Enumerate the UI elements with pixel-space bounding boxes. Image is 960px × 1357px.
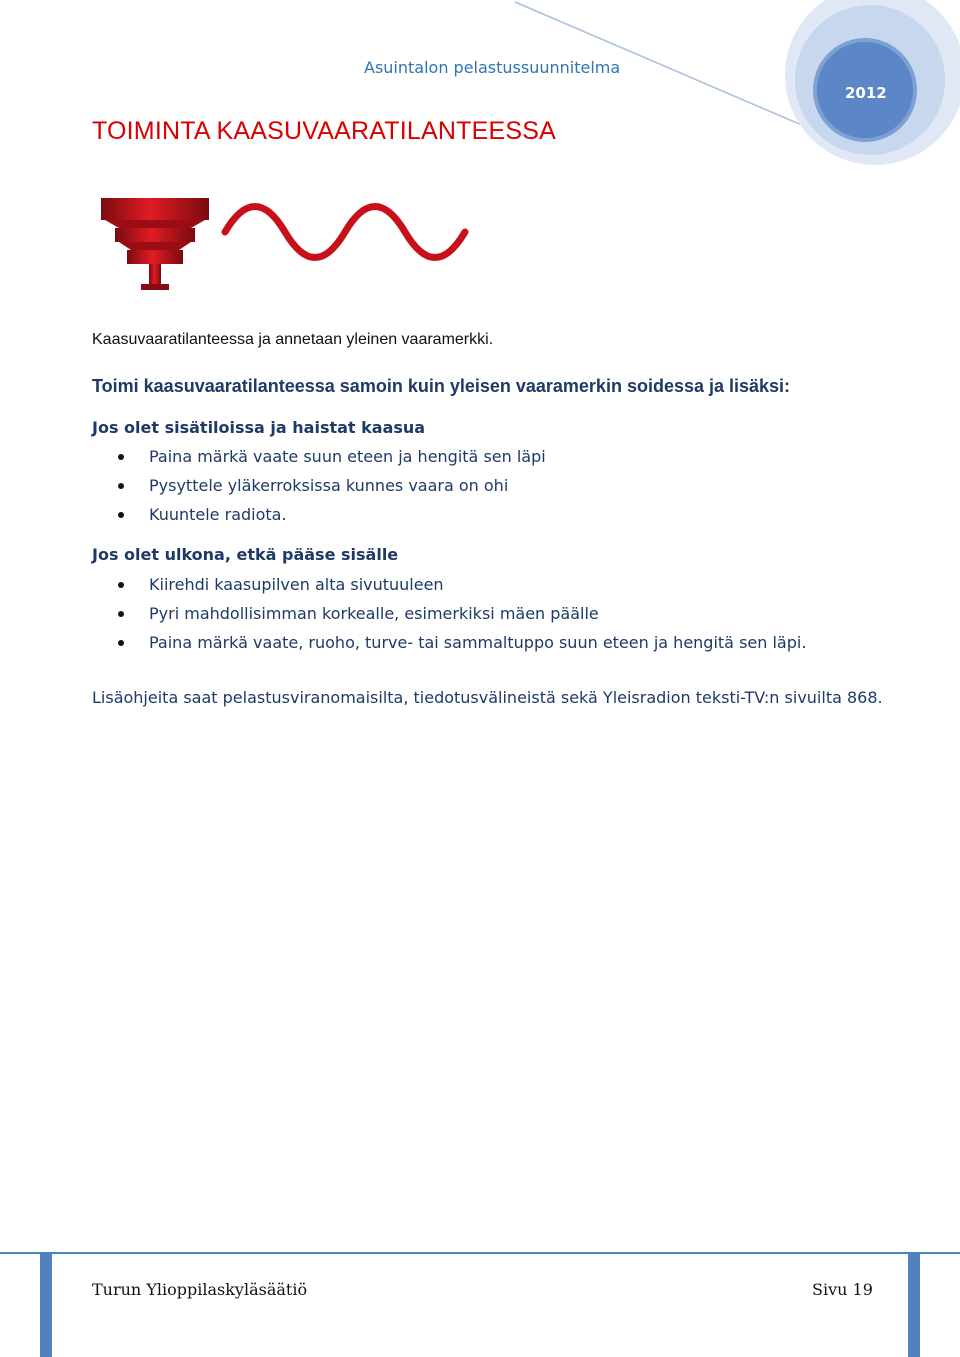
gas-warning-signal-icon [95,180,485,310]
outdoor-instructions-list [118,570,806,657]
year-badge: 2012 [845,84,887,102]
footer-frame [0,1245,960,1357]
indoor-section-title: Jos olet sisätiloissa ja haistat kaasua [92,418,426,437]
outdoor-section-title: Jos olet ulkona, etkä pääse sisälle [92,545,399,564]
page-number: Sivu 19 [812,1280,873,1299]
header-decoration [0,0,960,200]
list-item: Kuuntele radiota. [118,500,546,529]
list-item: Paina märkä vaate suun eteen ja hengitä sen läpi [118,442,546,471]
list-item: Pyri mahdollisimman korkealle, esimerkiksi mäen päälle [118,599,806,628]
bullet-icon [118,582,124,588]
instructions-heading: Toimi kaasuvaaratilanteessa samoin kuin yleisen vaaramerkin soidessa ja lisäksi: [92,376,791,396]
list-item: Kiirehdi kaasupilven alta sivutuuleen [118,570,806,599]
page-heading: TOIMINTA KAASUVAARATILANTEESSA [92,117,556,145]
indoor-instructions-list [118,442,546,529]
bullet-icon [118,512,124,518]
bullet-icon [118,640,124,646]
footer-organization: Turun Ylioppilaskyläsäätiö [92,1280,308,1299]
intro-text: Kaasuvaaratilanteessa ja annetaan yleinen vaaramerkki. [92,331,494,348]
more-info-text: Lisäohjeita saat pelastusviranomaisilta, tiedotusvälineistä sekä Yleisradion teksti-TV:n sivuilta 868. [92,688,883,707]
list-item: Pysyttele yläkerroksissa kunnes vaara on ohi [118,471,546,500]
bullet-icon [118,454,124,460]
bullet-icon [118,611,124,617]
bullet-icon [118,483,124,489]
document-title: Asuintalon pelastussuunnitelma [364,58,621,77]
list-item: Paina märkä vaate, ruoho, turve- tai sammaltuppo suun eteen ja hengitä sen läpi. [118,628,806,657]
